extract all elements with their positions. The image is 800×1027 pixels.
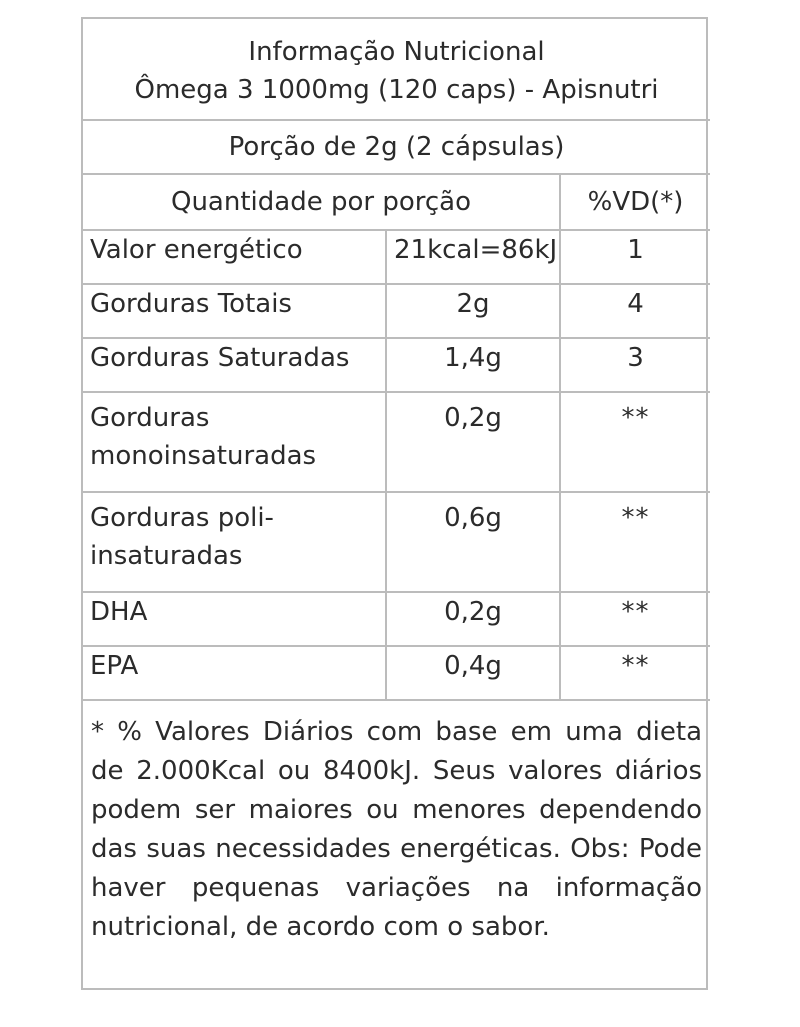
header-vd: %VD(*) (560, 174, 710, 230)
table-row (83, 492, 710, 592)
table-row (83, 230, 710, 284)
nutrient-vd: 4 (560, 284, 710, 338)
nutrient-amount: 0,2g (386, 592, 560, 646)
portion-size: Porção de 2g (2 cápsulas) (83, 120, 710, 174)
footnote: * % Valores Diários com base em uma dieta de 2.000Kcal ou 8400kJ. Seus valores diários podem ser maiores ou menores dependendo das suas necessidades energéticas. Obs: Pode haver pequenas variações na informação nutricional, de acordo com o sabor. (83, 700, 710, 999)
nutrient-name: Gorduras Totais (83, 284, 386, 338)
nutrient-vd: ** (560, 392, 710, 492)
title-row (83, 19, 710, 120)
table-row (83, 284, 710, 338)
header-quantity: Quantidade por porção (83, 174, 560, 230)
nutrition-facts-panel (81, 17, 708, 990)
nutrient-amount: 21kcal=86kJ (386, 230, 560, 284)
nutrient-vd: 1 (560, 230, 710, 284)
portion-row (83, 120, 710, 174)
table-title (83, 19, 710, 120)
nutrient-amount: 1,4g (386, 338, 560, 392)
nutrient-vd: ** (560, 592, 710, 646)
nutrient-name: EPA (83, 646, 386, 700)
title-line-2: Ômega 3 1000mg (120 caps) - Apisnutri (134, 75, 659, 105)
nutrient-vd: 3 (560, 338, 710, 392)
nutrient-amount: 0,6g (386, 492, 560, 592)
footnote-row (83, 700, 710, 999)
nutrition-table (83, 19, 710, 999)
table-row (83, 338, 710, 392)
nutrient-name: Gorduras poli-insaturadas (83, 492, 386, 592)
nutrient-vd: ** (560, 646, 710, 700)
title-line-1: Informação Nutricional (248, 37, 545, 67)
nutrient-amount: 0,4g (386, 646, 560, 700)
nutrient-name: DHA (83, 592, 386, 646)
nutrient-name: Gorduras Saturadas (83, 338, 386, 392)
nutrient-amount: 0,2g (386, 392, 560, 492)
nutrient-name: Gorduras monoinsaturadas (83, 392, 386, 492)
nutrient-amount: 2g (386, 284, 560, 338)
table-row (83, 592, 710, 646)
nutrient-name: Valor energético (83, 230, 386, 284)
nutrient-vd: ** (560, 492, 710, 592)
table-row (83, 392, 710, 492)
table-row (83, 646, 710, 700)
header-row (83, 174, 710, 230)
